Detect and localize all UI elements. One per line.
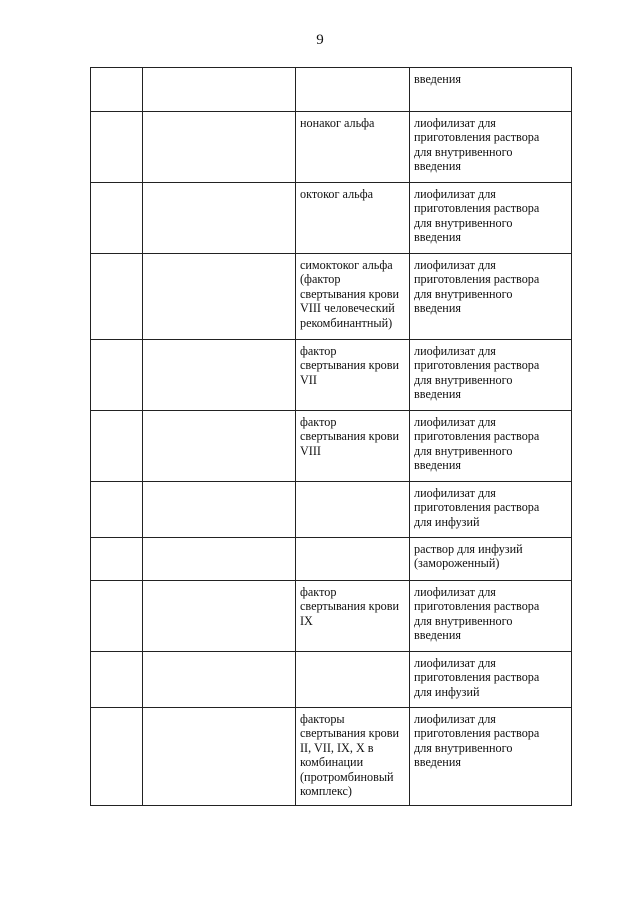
dosage-form-cell [410, 538, 572, 581]
drug-table [90, 67, 572, 806]
atc-code-cell [91, 538, 143, 581]
drug-name-cell [296, 254, 410, 340]
dosage-form: лиофилизат для приготовления раствора для инфузий [414, 656, 540, 699]
drug-name-cell [296, 340, 410, 411]
dosage-form: лиофилизат для приготовления раствора для внутривенного введения [414, 344, 540, 402]
dosage-form: лиофилизат для приготовления раствора для внутривенного введения [414, 712, 540, 770]
atc-code-cell [91, 411, 143, 482]
page-number: 9 [316, 32, 324, 48]
dosage-form: лиофилизат для приготовления раствора для внутривенного введения [414, 258, 540, 316]
table-row [91, 112, 572, 183]
group-cell [143, 538, 296, 581]
atc-code-cell [91, 652, 143, 708]
atc-code-cell [91, 482, 143, 538]
atc-code-cell [91, 340, 143, 411]
dosage-form-cell [410, 708, 572, 806]
group-cell [143, 112, 296, 183]
table-row [91, 340, 572, 411]
dosage-form-cell [410, 482, 572, 538]
group-cell [143, 340, 296, 411]
dosage-form-cell [410, 581, 572, 652]
atc-code-cell [91, 183, 143, 254]
drug-name: факторы свертывания крови II, VII, IX, X в комбинации (протромбиновый комплекс) [300, 712, 400, 799]
table-row [91, 183, 572, 254]
drug-name: октоког альфа [300, 187, 374, 201]
drug-name-cell [296, 411, 410, 482]
drug-name-cell [296, 581, 410, 652]
atc-code-cell [91, 254, 143, 340]
drug-name: фактор свертывания крови VII [300, 344, 400, 387]
drug-name-cell [296, 112, 410, 183]
table-row [91, 482, 572, 538]
drug-name-cell [296, 708, 410, 806]
dosage-form-cell [410, 340, 572, 411]
table-row [91, 254, 572, 340]
group-cell [143, 411, 296, 482]
drug-name: симоктоког альфа (фактор свертывания крови VIII человеческий рекомбинантный) [300, 258, 400, 330]
group-cell [143, 183, 296, 254]
dosage-form: лиофилизат для приготовления раствора для внутривенного введения [414, 187, 540, 245]
table-row [91, 581, 572, 652]
dosage-form-cell [410, 652, 572, 708]
dosage-form-cell [410, 183, 572, 254]
table-row [91, 538, 572, 581]
dosage-form: лиофилизат для приготовления раствора для инфузий [414, 486, 540, 529]
drug-name: нонаког альфа [300, 116, 375, 130]
dosage-form: лиофилизат для приготовления раствора для внутривенного введения [414, 585, 540, 643]
drug-name-cell [296, 538, 410, 581]
drug-name: фактор свертывания крови IX [300, 585, 400, 628]
table-row [91, 411, 572, 482]
dosage-form-cell [410, 254, 572, 340]
dosage-form-cell [410, 411, 572, 482]
drug-name-cell [296, 652, 410, 708]
drug-name-cell [296, 183, 410, 254]
dosage-form-cell [410, 112, 572, 183]
dosage-form: лиофилизат для приготовления раствора для внутривенного введения [414, 415, 540, 473]
group-cell [143, 581, 296, 652]
dosage-form: раствор для инфузий (замороженный) [414, 542, 523, 571]
table-row [91, 708, 572, 806]
group-cell [143, 254, 296, 340]
group-cell [143, 482, 296, 538]
atc-code-cell [91, 112, 143, 183]
drug-name-cell [296, 482, 410, 538]
group-cell [143, 68, 296, 112]
group-cell [143, 708, 296, 806]
dosage-form-cell [410, 68, 572, 112]
dosage-form: лиофилизат для приготовления раствора для внутривенного введения [414, 116, 540, 174]
atc-code-cell [91, 68, 143, 112]
group-cell [143, 652, 296, 708]
drug-name: фактор свертывания крови VIII [300, 415, 400, 458]
table-row [91, 652, 572, 708]
drug-name-cell [296, 68, 410, 112]
table-row [91, 68, 572, 112]
atc-code-cell [91, 581, 143, 652]
atc-code-cell [91, 708, 143, 806]
dosage-form: введения [414, 72, 461, 86]
